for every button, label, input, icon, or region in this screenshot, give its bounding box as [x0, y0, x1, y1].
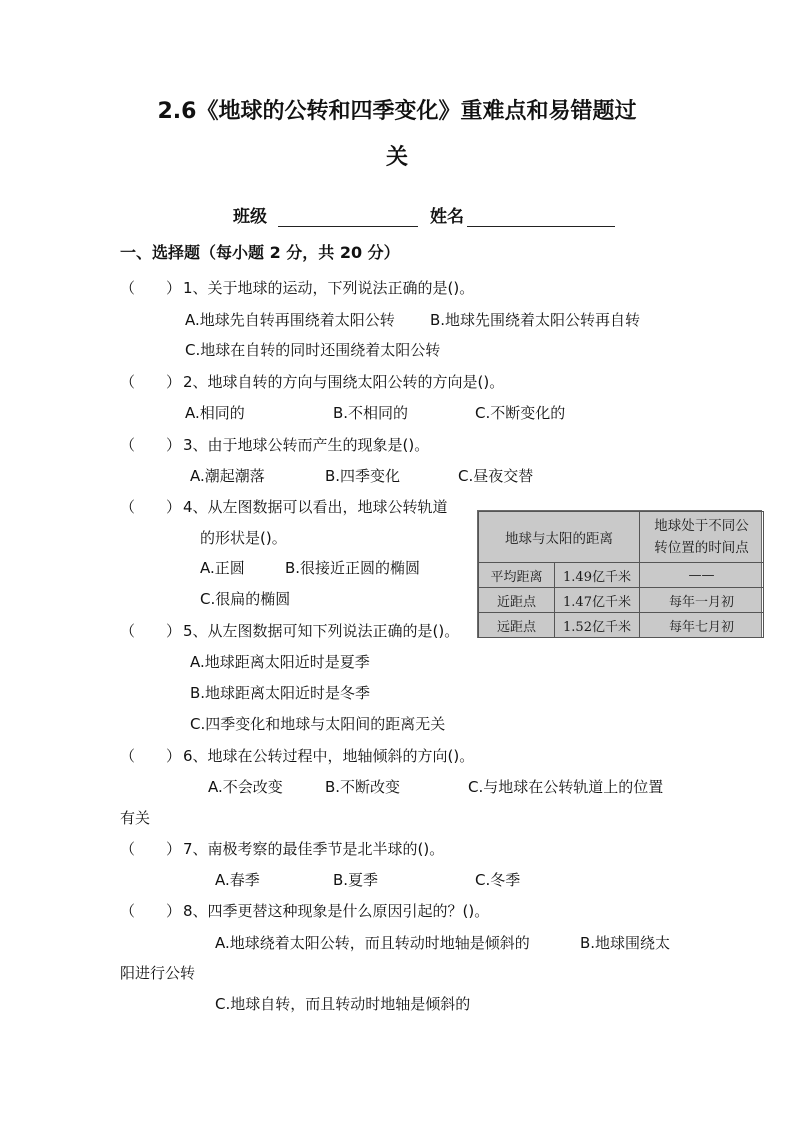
option-a: A.正圆	[200, 559, 245, 577]
row-distance: 1.49亿千米	[555, 563, 640, 588]
question-stem-wrap: 的形状是()。	[200, 529, 287, 547]
option-c: C.很扁的椭圆	[200, 590, 291, 608]
answer-paren-open: （	[120, 622, 136, 640]
question-stem: 7、南极考察的最佳季节是北半球的()。	[183, 840, 445, 858]
option-b: B.四季变化	[325, 467, 401, 485]
option-a: A.相同的	[185, 404, 245, 422]
name-blank	[467, 226, 615, 227]
name-label: 姓名	[430, 207, 464, 227]
option-c: C.地球在自转的同时还围绕着太阳公转	[185, 341, 441, 359]
header-time-cell	[640, 512, 764, 563]
row-label: 平均距离	[479, 563, 555, 588]
row-distance: 1.52亿千米	[555, 613, 640, 638]
question-stem: 5、从左图数据可知下列说法正确的是()。	[183, 622, 460, 640]
answer-paren-close: ）	[166, 840, 182, 858]
row-label: 远距点	[479, 613, 555, 638]
row-distance: 1.47亿千米	[555, 588, 640, 613]
row-time: 每年一月初	[640, 588, 764, 613]
option-a: A.地球距离太阳近时是夏季	[190, 653, 370, 671]
answer-paren-close: ）	[166, 622, 182, 640]
row-label: 近距点	[479, 588, 555, 613]
answer-paren-close: ）	[166, 279, 182, 297]
option-b-wrap: 阳进行公转	[120, 964, 196, 982]
option-c: C.四季变化和地球与太阳间的距离无关	[190, 715, 446, 733]
row-time: 每年七月初	[640, 613, 764, 638]
option-a: A.春季	[215, 871, 260, 889]
option-c: C.昼夜交替	[458, 467, 534, 485]
data-table	[478, 511, 764, 638]
header-distance: 地球与太阳的距离	[479, 512, 640, 563]
option-c: C.地球自转，而且转动时地轴是倾斜的	[215, 995, 471, 1013]
option-b: B.夏季	[333, 871, 379, 889]
question-stem: 2、地球自转的方向与围绕太阳公转的方向是()。	[183, 373, 505, 391]
option-b: B.地球距离太阳近时是冬季	[190, 684, 371, 702]
table-row	[479, 563, 764, 588]
option-c-wrap: 有关	[120, 809, 151, 827]
table-row	[479, 613, 764, 638]
question-stem: 8、四季更替这种现象是什么原因引起的？()。	[183, 902, 490, 920]
option-a: A.地球先自转再围绕着太阳公转	[185, 311, 395, 329]
header-time: 地球处于不同公转位置的时间点	[654, 518, 749, 556]
question-stem: 4、从左图数据可以看出，地球公转轨道	[183, 498, 448, 516]
answer-paren-close: ）	[166, 373, 182, 391]
row-time: ——	[640, 563, 764, 588]
option-a: A.潮起潮落	[190, 467, 265, 485]
option-c: C.冬季	[475, 871, 521, 889]
option-b: B.地球围绕太	[580, 934, 671, 952]
answer-paren-open: （	[120, 902, 136, 920]
table-row	[479, 588, 764, 613]
option-c: C.与地球在公转轨道上的位置	[468, 778, 664, 796]
option-a: A.地球绕着太阳公转，而且转动时地轴是倾斜的	[215, 934, 530, 952]
section-heading: 一、选择题（每小题 2 分，共 20 分）	[120, 243, 400, 262]
page-title-line-2: 关	[385, 145, 408, 170]
answer-paren-close: ）	[166, 498, 182, 516]
option-b: B.不断改变	[325, 778, 401, 796]
table-header-row	[479, 512, 764, 563]
question-stem: 3、由于地球公转而产生的现象是()。	[183, 436, 430, 454]
page-title-line-1: 2.6《地球的公转和四季变化》重难点和易错题过	[157, 99, 637, 124]
question-stem: 1、关于地球的运动，下列说法正确的是()。	[183, 279, 475, 297]
option-a: A.不会改变	[208, 778, 283, 796]
answer-paren-open: （	[120, 279, 136, 297]
answer-paren-open: （	[120, 840, 136, 858]
answer-paren-close: ）	[166, 747, 182, 765]
class-label: 班级	[233, 207, 267, 227]
earth-sun-distance-table	[477, 510, 762, 638]
answer-paren-open: （	[120, 747, 136, 765]
option-c: C.不断变化的	[475, 404, 566, 422]
option-b: B.地球先围绕着太阳公转再自转	[430, 311, 641, 329]
answer-paren-open: （	[120, 373, 136, 391]
answer-paren-open: （	[120, 436, 136, 454]
answer-paren-open: （	[120, 498, 136, 516]
answer-paren-close: ）	[166, 902, 182, 920]
answer-paren-close: ）	[166, 436, 182, 454]
option-b: B.很接近正圆的椭圆	[285, 559, 421, 577]
option-b: B.不相同的	[333, 404, 409, 422]
class-blank	[278, 226, 418, 227]
question-stem: 6、地球在公转过程中，地轴倾斜的方向()。	[183, 747, 475, 765]
